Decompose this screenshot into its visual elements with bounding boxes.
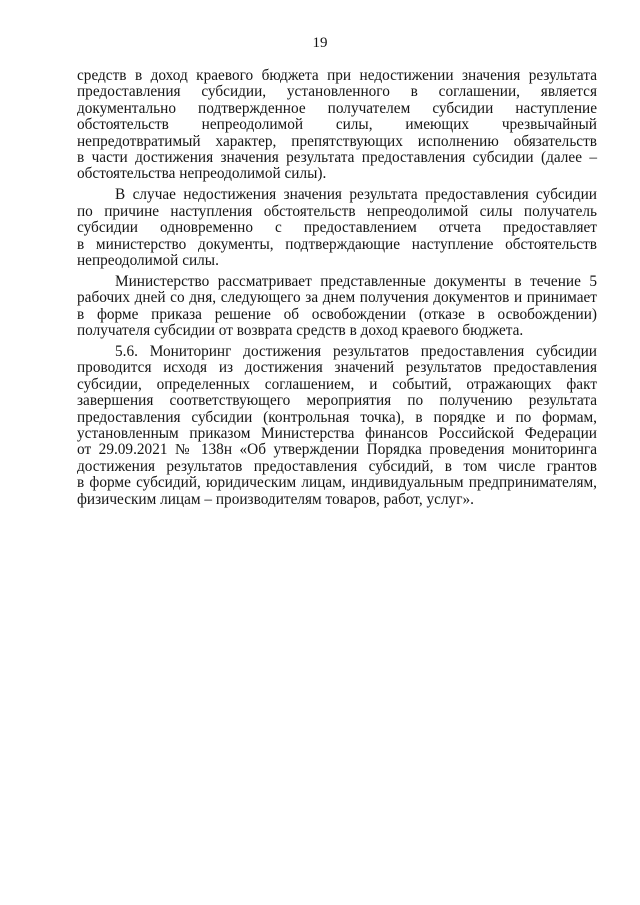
text-line: субсидии одновременно с предоставлением отчета предоставляет [77, 219, 597, 237]
text-line: в форме субсидий, юридическим лицам, индивидуальным предпринимателям, [77, 474, 597, 492]
text-line: в части достижения значения результата предоставления субсидии (далее – [77, 149, 597, 167]
text-line: в министерство документы, подтверждающие наступление обстоятельств [77, 235, 597, 253]
text-line: по причине наступления обстоятельств непреодолимой силы получатель [77, 202, 597, 220]
text-line: физическим лицам – производителям товаров, работ, услуг». [77, 490, 474, 508]
text-line: субсидии, определенных соглашением, и событий, отражающих факт [77, 375, 597, 393]
paragraph-1 [77, 68, 597, 183]
text-line: в форме приказа решение об освобождении (отказе в освобождении) [77, 305, 597, 323]
text-line: 5.6. Мониторинг достижения результатов предоставления субсидии [115, 343, 597, 360]
text-line: получателя субсидии от возврата средств в доход краевого бюджета. [77, 322, 524, 340]
text-line: проводится исходя из достижения значений результатов предоставления [77, 359, 597, 377]
text-line: достижения результатов предоставления субсидий, в том числе грантов [77, 457, 597, 475]
text-line: предоставления субсидии, установленного в соглашении, является [77, 83, 597, 101]
text-line: непреодолимой силы. [77, 251, 219, 269]
text-line: установленным приказом Министерства финансов Российской Федерации [77, 425, 597, 443]
paragraph-3 [77, 274, 597, 340]
text-line: В случае недостижения значения результата предоставления субсидии [115, 186, 597, 204]
text-line: рабочих дней со дня, следующего за днем получения документов и принимает [77, 289, 597, 307]
text-line: средств в доход краевого бюджета при недостижении значения результата [77, 67, 597, 84]
text-line: от 29.09.2021 № 138н «Об утверждении Порядка проведения мониторинга [77, 441, 597, 459]
text-line: документально подтвержденное получателем субсидии наступление [77, 99, 597, 117]
text-line: обстоятельства непреодолимой силы). [77, 165, 327, 183]
text-line: завершения соответствующего мероприятия по получению результата [77, 392, 597, 410]
text-line: Министерство рассматривает представленные документы в течение 5 [115, 272, 597, 290]
page-number: 19 [312, 35, 328, 51]
paragraph-4 [77, 344, 597, 508]
text-line: непредотвратимый характер, препятствующих исполнению обязательств [77, 132, 597, 150]
text-line: обстоятельств непреодолимой силы, имеющих чрезвычайный [77, 116, 597, 134]
document-body [77, 68, 597, 513]
text-line: предоставления субсидии (контрольная точка), в порядке и по формам, [77, 408, 597, 426]
paragraph-2 [77, 187, 597, 269]
